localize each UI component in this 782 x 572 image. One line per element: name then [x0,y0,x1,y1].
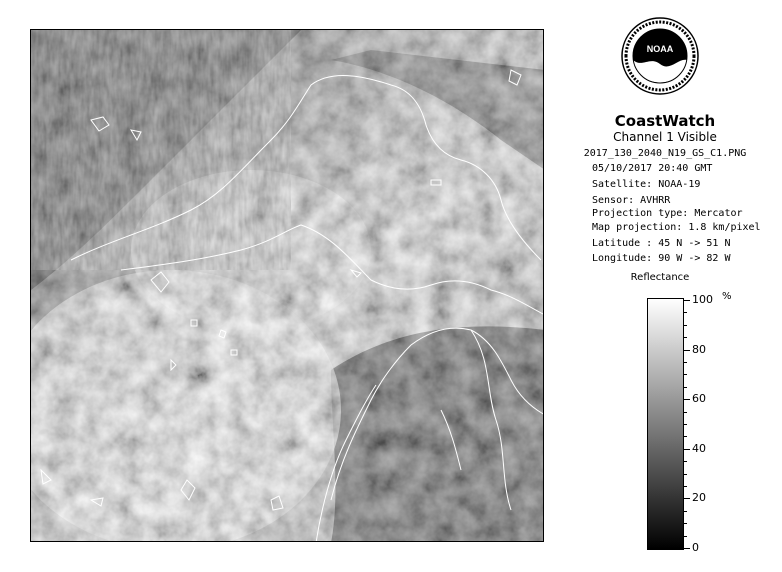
streak-texture [31,30,291,270]
legend-minor-tick [684,536,687,537]
legend-minor-tick [684,436,687,437]
legend-tick-label: 40 [692,441,706,455]
map-projection: Map projection: 1.8 km/pixel [592,222,761,233]
legend-minor-tick [684,374,687,375]
legend-minor-tick [684,412,687,413]
reflectance-colorbar [647,298,684,550]
satellite: Satellite: NOAA-19 [592,179,701,190]
legend-title: Reflectance [630,272,690,283]
legend-tick-mark [684,300,690,301]
legend-minor-tick [684,387,687,388]
legend-minor-tick [684,325,687,326]
legend-tick-mark [684,449,690,450]
legend-minor-tick [684,337,687,338]
legend-minor-tick [684,461,687,462]
legend-tick-label: 20 [692,491,706,505]
legend-tick-mark [684,350,690,351]
legend-tick-label: 80 [692,342,706,356]
legend-minor-tick [684,312,687,313]
legend-tick-mark [684,498,690,499]
datetime: 05/10/2017 20:40 GMT [592,163,713,174]
legend-minor-tick [684,486,687,487]
filename: 2017_130_2040_N19_GS_C1.PNG [583,148,747,159]
channel-label: Channel 1 Visible [613,130,717,144]
legend-minor-tick [684,523,687,524]
legend-minor-tick [684,511,687,512]
longitude: Longitude: 90 W -> 82 W [592,253,731,264]
brand-title: CoastWatch [614,112,716,130]
noaa-logo [620,16,700,96]
latitude: Latitude : 45 N -> 51 N [592,238,731,249]
legend-tick-label: 60 [692,392,706,406]
logo-center-text: NOAA [646,44,674,54]
legend-tick-mark [684,399,690,400]
legend-tick-label: 0 [692,541,699,554]
satellite-map [30,29,544,542]
legend-unit: % [722,291,732,302]
legend-tick-label: 100 [692,293,713,306]
projection-type: Projection type: Mercator [592,208,743,219]
sensor: Sensor: AVHRR [592,195,671,206]
legend-minor-tick [684,424,687,425]
legend-minor-tick [684,474,687,475]
legend-tick-mark [684,548,690,549]
legend-minor-tick [684,362,687,363]
